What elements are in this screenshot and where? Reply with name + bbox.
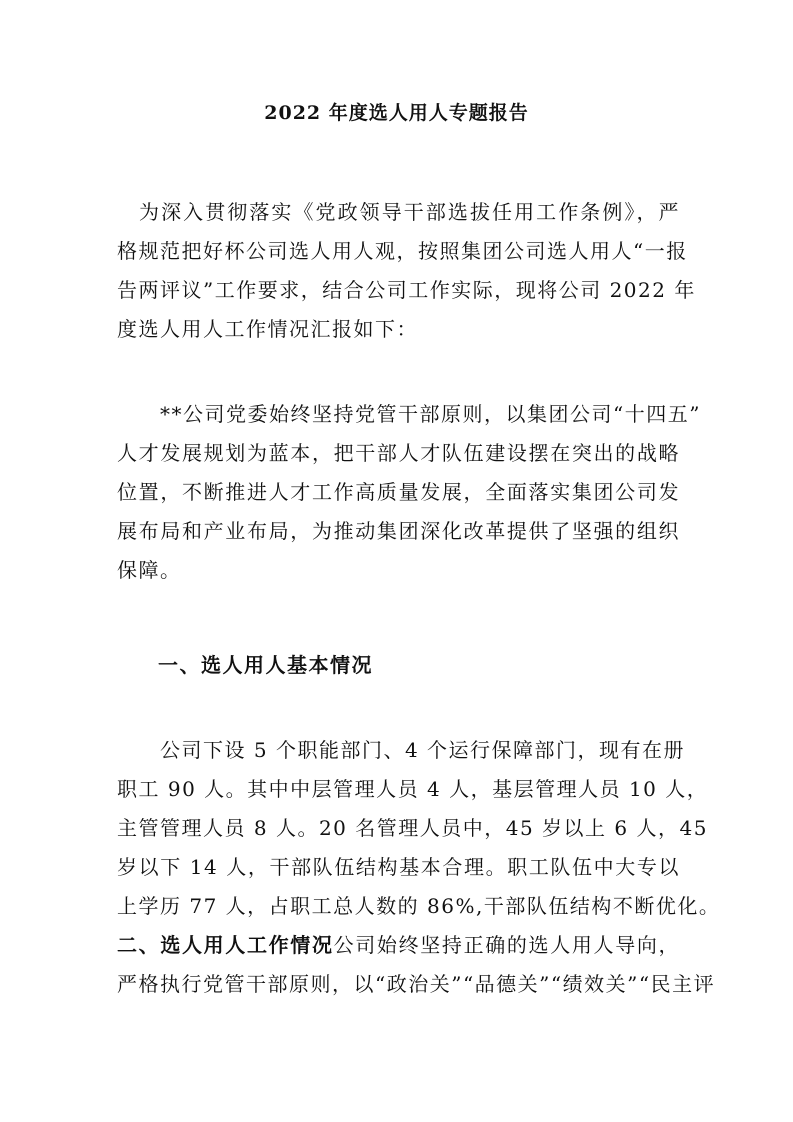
- paragraph-line: 位置，不断推进人才工作高质量发展，全面落实集团公司发: [117, 480, 680, 504]
- paragraph-line: 人才发展规划为蓝本，把干部人才队伍建设摆在突出的战略: [117, 441, 680, 465]
- document-title: 2022 年度选人用人专题报告: [264, 102, 529, 124]
- section1-heading: 一、选人用人基本情况: [158, 653, 373, 677]
- section2-first-line-text: 公司始终坚持正确的选人用人导向，: [333, 933, 681, 957]
- section2-paragraph: [117, 926, 716, 1004]
- paragraph-line: 岁以下 14 人，干部队伍结构基本合理。职工队伍中大专以: [117, 855, 680, 879]
- paragraph-line: 严格执行党管干部原则，以“政治关”“品德关”“绩效关”“民主评: [117, 972, 716, 996]
- section2-heading: 二、选人用人工作情况: [117, 933, 334, 957]
- paragraph-line: 主管管理人员 8 人。20 名管理人员中，45 岁以上 6 人，45: [117, 816, 708, 840]
- intro-line: 为深入贯彻落实《党政领导干部选拔任用工作条例》，严: [117, 200, 680, 224]
- intro-line: 告两评议”工作要求，结合公司工作实际，现将公司 2022 年: [117, 278, 696, 302]
- intro-line: 度选人用人工作情况汇报如下：: [117, 317, 418, 341]
- section1-paragraph: [117, 731, 721, 926]
- section2-first-line: [117, 926, 680, 965]
- intro-paragraph: [117, 193, 696, 349]
- paragraph-line: **公司党委始终坚持党管干部原则，以集团公司“十四五”: [117, 402, 701, 426]
- intro-line: 格规范把好杯公司选人用人观，按照集团公司选人用人“一报: [117, 239, 688, 263]
- paragraph-line: 上学历 77 人，占职工总人数的 86%,干部队伍结构不断优化。: [117, 894, 721, 918]
- paragraph-line: 职工 90 人。其中中层管理人员 4 人，基层管理人员 10 人，: [117, 777, 709, 801]
- paragraph-line: 公司下设 5 个职能部门、4 个运行保障部门，现有在册: [117, 738, 686, 762]
- paragraph-line: 保障。: [117, 558, 182, 582]
- paragraph-line: 展布局和产业布局，为推动集团深化改革提供了坚强的组织: [117, 519, 680, 543]
- party-committee-paragraph: [117, 395, 701, 590]
